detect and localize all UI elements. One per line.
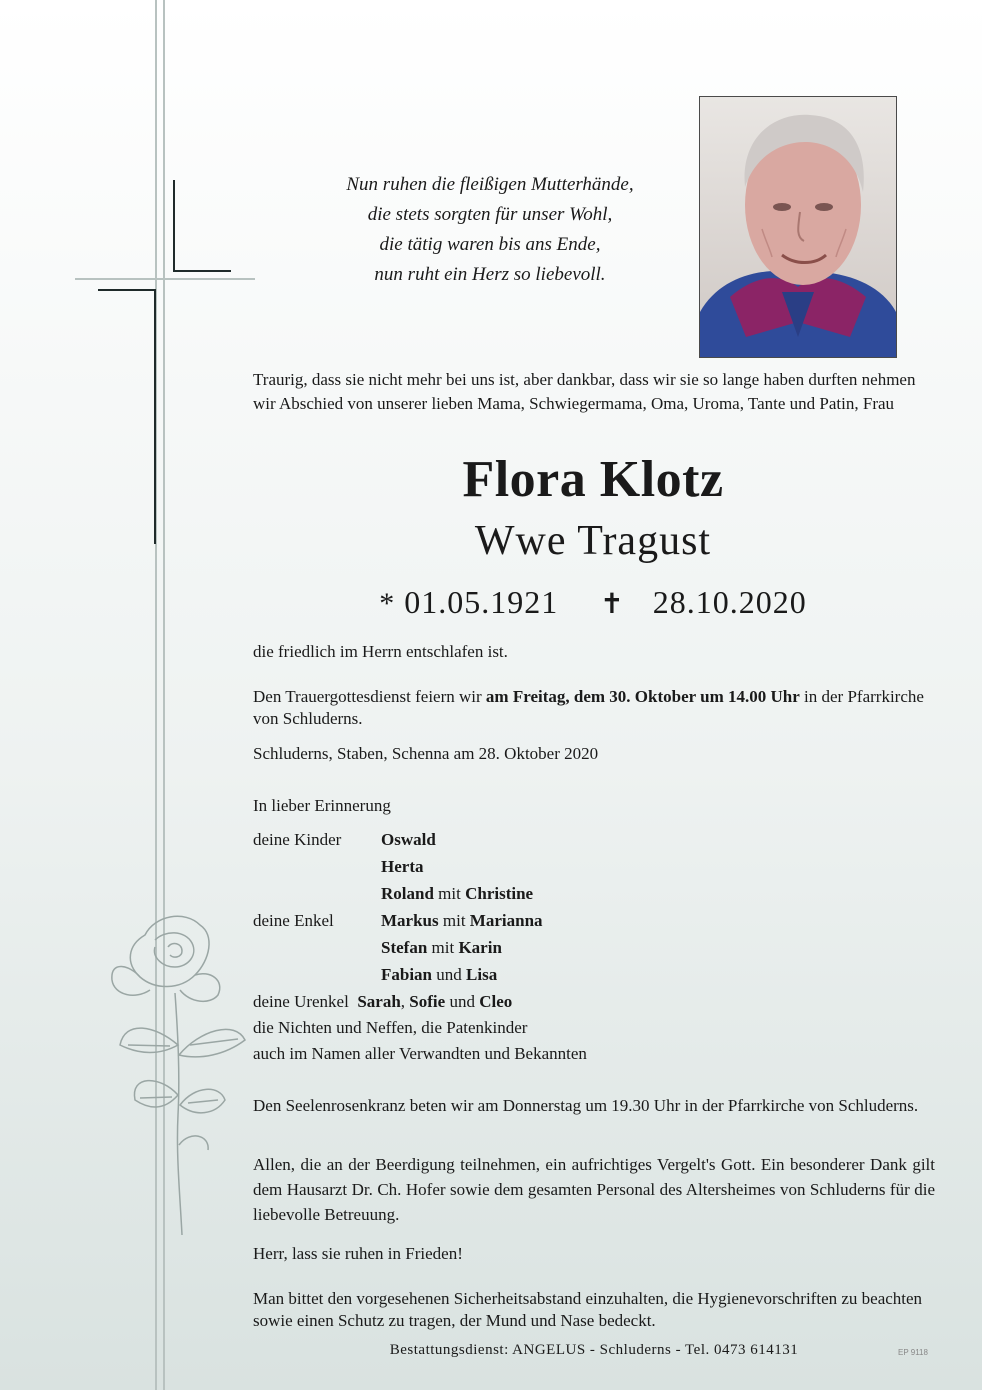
birth-star-icon: * xyxy=(379,587,396,620)
rosary-text: Den Seelenrosenkranz beten wir am Donnerstag um 19.30 Uhr in der Pfarrkirche von Schluderns. xyxy=(253,1096,919,1115)
family-row xyxy=(253,853,423,880)
cross-dark-vertical-left xyxy=(154,289,156,544)
place-date: Schluderns, Staben, Schenna am 28. Oktober 2020 xyxy=(253,744,599,763)
poem-line: die stets sorgten für unser Wohl, xyxy=(367,204,613,225)
rose-icon xyxy=(100,905,250,1235)
cross-dark-horizontal-left xyxy=(98,289,156,291)
cross-dark-horizontal-right xyxy=(173,270,231,272)
death-date: 28.10.2020 xyxy=(652,584,807,620)
family-connector: , xyxy=(400,992,410,1011)
family-member: Stefan xyxy=(381,938,428,957)
family-member: Markus xyxy=(381,911,439,930)
family-connector: und xyxy=(445,992,480,1011)
family-member: Fabian xyxy=(381,965,433,984)
thanks-text: Allen, die an der Beerdigung teilnehmen, ein aufrichtiges Vergelt's Gott. Ein besonderer Dank gilt dem Hausarzt Dr. Ch. Hofer sowie dem gesamten Personal des Altersheimes von Schluderns für die liebevolle Betreuung. xyxy=(253,1155,935,1224)
family-member: Roland xyxy=(381,884,434,903)
deceased-maiden-name: Wwe Tragust xyxy=(474,518,712,564)
deceased-name: Flora Klotz xyxy=(462,451,724,508)
family-connector: mit xyxy=(438,911,470,930)
cross-dark-vertical-right xyxy=(173,180,175,272)
service-text xyxy=(253,686,935,730)
poem-line: Nun ruhen die fleißigen Mutterhände, xyxy=(346,174,634,195)
family-label: deine Urenkel xyxy=(253,992,349,1011)
family-member: Cleo xyxy=(479,992,513,1011)
birth-date: 01.05.1921 xyxy=(404,584,559,620)
life-dates xyxy=(253,582,933,624)
family-member: Lisa xyxy=(466,965,498,984)
family-row xyxy=(253,988,512,1015)
funeral-service-footer: Bestattungsdienst: ANGELUS - Schluderns - Tel. 0473 614131 xyxy=(389,1342,799,1358)
cross-horizontal-line-light xyxy=(75,278,255,280)
death-cross-icon: ✝ xyxy=(600,587,625,620)
family-connector: mit xyxy=(433,884,466,903)
family-member: Karin xyxy=(458,938,502,957)
family-label: deine Enkel xyxy=(253,911,334,930)
family-member: Herta xyxy=(381,857,424,876)
family-row: die Nichten und Neffen, die Patenkinder xyxy=(253,1018,528,1037)
notice-text: Man bittet den vorgesehenen Sicherheitsabstand einzuhalten, die Hygienevorschriften zu beachten sowie einen Schutz zu tragen, der Mund und Nase bedeckt. xyxy=(253,1289,923,1330)
family-row xyxy=(253,907,543,934)
poem-line: die tätig waren bis ans Ende, xyxy=(379,234,601,255)
intro-text: Traurig, dass sie nicht mehr bei uns ist, aber dankbar, dass wir sie so lange haben durften nehmen wir Abschied von unserer lieben Mama, Schwiegermama, Oma, Uroma, Tante und Patin, Frau xyxy=(253,370,916,413)
passed-text: die friedlich im Herrn entschlafen ist. xyxy=(253,642,508,661)
family-member: Sofie xyxy=(409,992,446,1011)
service-pre: Den Trauergottesdienst feiern wir xyxy=(253,687,486,706)
family-row: auch im Namen aller Verwandten und Bekannten xyxy=(253,1044,587,1063)
family-row xyxy=(253,934,502,961)
family-label: deine Kinder xyxy=(253,830,342,849)
poem-line: nun ruht ein Herz so liebevoll. xyxy=(374,264,606,285)
family-row xyxy=(253,961,497,988)
family-member: Marianna xyxy=(469,911,543,930)
family-row xyxy=(253,880,533,907)
family-row xyxy=(253,826,436,853)
family-member: Oswald xyxy=(381,830,436,849)
service-date: am Freitag, dem 30. Oktober um 14.00 Uhr xyxy=(485,687,800,706)
poem xyxy=(300,170,680,290)
portrait-photo xyxy=(699,96,897,358)
memory-heading: In lieber Erinnerung xyxy=(253,796,391,815)
print-code: EP 9118 xyxy=(898,1348,928,1357)
family-connector: und xyxy=(432,965,467,984)
service-post: in der Pfarrkirche von Schluderns. xyxy=(253,687,924,728)
family-connector: mit xyxy=(427,938,459,957)
family-member: Sarah xyxy=(357,992,401,1011)
family-member: Christine xyxy=(465,884,534,903)
prayer-text: Herr, lass sie ruhen in Frieden! xyxy=(253,1244,463,1263)
